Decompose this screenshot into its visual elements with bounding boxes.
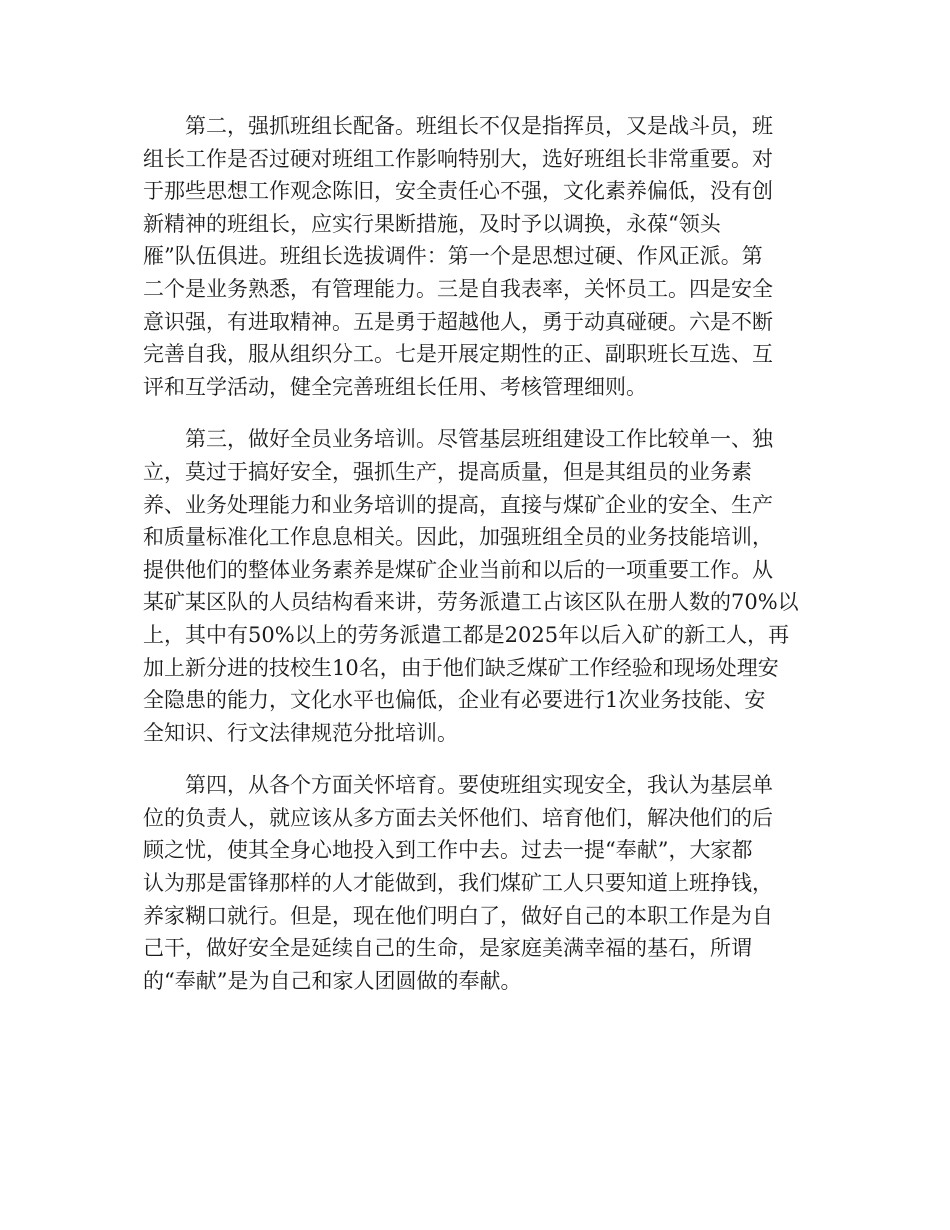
text-line: 二个是业务熟悉，有管理能力。三是自我表率，关怀员工。四是安全	[143, 276, 773, 301]
text-line: 新精神的班组长，应实行果断措施，及时予以调换，永葆“领头	[143, 211, 721, 236]
paragraph-training	[143, 423, 808, 749]
text-line: 立，莫过于搞好安全，强抓生产，提高质量，但是其组员的业务素	[143, 459, 752, 484]
text-line: 全隐患的能力，文化水平也偏低，企业有必要进行1次业务技能、安	[143, 688, 766, 713]
text-line: 全知识、行文法律规范分批培训。	[143, 720, 458, 745]
text-line: 某矿某区队的人员结构看来讲，劳务派遣工占该区队在册人数的70%以	[143, 590, 799, 615]
text-line: 认为那是雷锋那样的人才能做到，我们煤矿工人只要知道上班挣钱，	[143, 871, 773, 896]
text-line: 和质量标准化工作息息相关。因此，加强班组全员的业务技能培训，	[143, 525, 773, 550]
document-body	[143, 110, 808, 1017]
text-line: 于那些思想工作观念陈旧，安全责任心不强，文化素养偏低，没有创	[143, 179, 773, 204]
text-line: 位的负责人，就应该从多方面去关怀他们、培育他们，解决他们的后	[143, 805, 773, 830]
text-line: 顾之忧，使其全身心地投入到工作中去。过去一提“奉献”，大家都	[143, 838, 753, 863]
text-line: 完善自我，服从组织分工。七是开展定期性的正、副职班长互选、互	[143, 342, 773, 367]
text-line: 评和互学活动，健全完善班组长任用、考核管理细则。	[143, 374, 647, 399]
text-line: 养家糊口就行。但是，现在他们明白了，做好自己的本职工作是为自	[143, 903, 773, 928]
text-line: 组长工作是否过硬对班组工作影响特别大，选好班组长非常重要。对	[143, 146, 773, 171]
paragraph-team-leader	[143, 110, 808, 403]
text-line: 雁”队伍俱进。班组长选拔调件：第一个是思想过硬、作风正派。第	[143, 244, 763, 269]
paragraph-care	[143, 769, 808, 997]
text-line: 养、业务处理能力和业务培训的提高，直接与煤矿企业的安全、生产	[143, 492, 773, 517]
text-line: 第二，强抓班组长配备。班组长不仅是指挥员，又是战斗员，班	[185, 114, 773, 138]
text-line: 上，其中有50%以上的劳务派遣工都是2025年以后入矿的新工人，再	[143, 622, 790, 647]
text-line: 第三，做好全员业务培训。尽管基层班组建设工作比较单一、独	[185, 427, 773, 452]
text-line: 意识强，有进取精神。五是勇于超越他人，勇于动真碰硬。六是不断	[143, 309, 773, 334]
text-line: 第四，从各个方面关怀培育。要使班组实现安全，我认为基层单	[185, 773, 773, 798]
text-line: 提供他们的整体业务素养是煤矿企业当前和以后的一项重要工作。从	[143, 557, 773, 582]
text-line: 加上新分进的技校生10名，由于他们缺乏煤矿工作经验和现场处理安	[143, 655, 779, 680]
text-line: 的“奉献”是为自己和家人团圆做的奉献。	[143, 968, 522, 993]
text-line: 己干，做好安全是延续自己的生命，是家庭美满幸福的基石，所谓	[143, 936, 752, 961]
